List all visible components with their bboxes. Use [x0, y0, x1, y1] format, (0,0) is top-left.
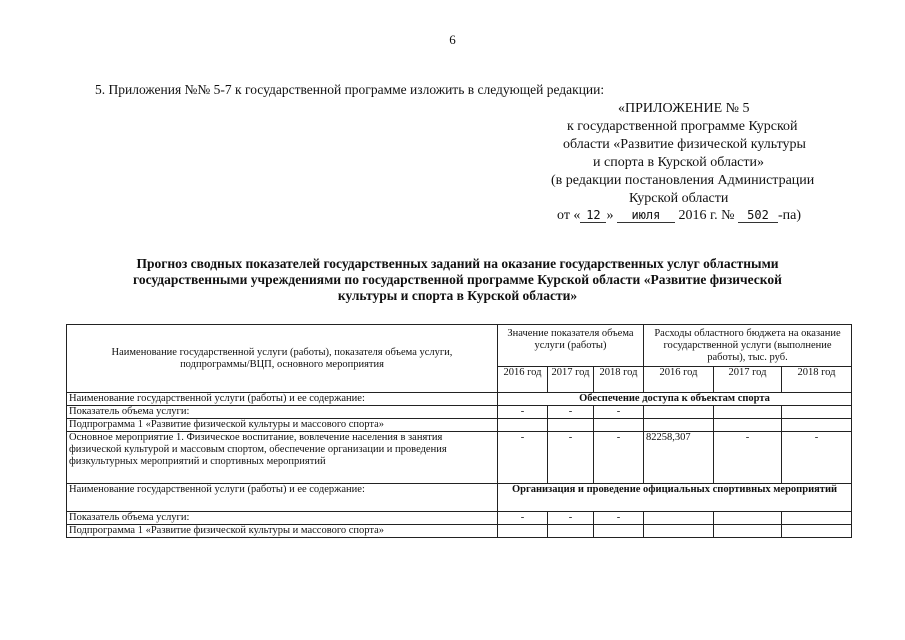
volume-value: - — [498, 512, 548, 525]
date-day-field: 12 — [580, 208, 606, 223]
document-heading — [60, 256, 855, 304]
heading-line: культуры и спорта в Курской области» — [337, 288, 578, 303]
budget-value: - — [714, 432, 782, 484]
year-header: 2018 год — [782, 367, 852, 393]
empty-cell — [714, 512, 782, 525]
volume-value: - — [498, 432, 548, 484]
empty-cell — [714, 419, 782, 432]
date-suffix: -па) — [777, 208, 801, 223]
empty-cell — [782, 512, 852, 525]
row-label: Основное мероприятие 1. Физическое воспитание, вовлечение населения в занятия физической культурой и массовым спортом, обеспечение организации и проведения физкультурных мероприятий и спортивных мероприятий — [67, 432, 498, 484]
row-label: Показатель объема услуги: — [67, 406, 498, 419]
volume-value: - — [548, 432, 594, 484]
empty-cell — [548, 419, 594, 432]
appendix-line: к государственной программе Курской — [567, 119, 798, 134]
table-row — [67, 419, 852, 432]
row-label: Показатель объема услуги: — [67, 512, 498, 525]
date-prefix: от « — [557, 208, 581, 223]
service-name: Организация и проведение официальных спортивных мероприятий — [498, 484, 852, 512]
header-name-column: Наименование государственной услуги (работы), показателя объема услуги, подпрограммы/ВЦП, основного мероприятия — [67, 325, 498, 393]
empty-cell — [644, 419, 714, 432]
empty-cell — [782, 525, 852, 538]
row-label: Наименование государственной услуги (работы) и ее содержание: — [67, 484, 498, 512]
table-row — [67, 484, 852, 512]
empty-cell — [782, 419, 852, 432]
row-label: Подпрограмма 1 «Развитие физической культуры и массового спорта» — [67, 419, 498, 432]
appendix-date-line — [557, 207, 801, 225]
table-row — [67, 406, 852, 419]
empty-cell — [498, 419, 548, 432]
table-row — [67, 525, 852, 538]
empty-cell — [644, 512, 714, 525]
page-number: 6 — [449, 32, 456, 47]
appendix-line: области «Развитие физической культуры — [563, 137, 806, 152]
header-volume-column: Значение показателя объема услуги (работы) — [498, 325, 644, 367]
row-label: Наименование государственной услуги (работы) и ее содержание: — [67, 393, 498, 406]
header-budget-column: Расходы областного бюджета на оказание государственной услуги (выполнение работы), тыс. руб. — [644, 325, 852, 367]
volume-value: - — [594, 406, 644, 419]
date-year: 2016 г. № — [678, 208, 735, 223]
appendix-title: «ПРИЛОЖЕНИЕ № 5 — [618, 101, 750, 116]
indicators-table-wrapper — [66, 324, 852, 538]
empty-cell — [594, 419, 644, 432]
year-header: 2017 год — [714, 367, 782, 393]
volume-value: - — [594, 512, 644, 525]
volume-value: - — [594, 432, 644, 484]
heading-line: государственными учреждениями по государственной программе Курской области «Развитие физической — [133, 272, 782, 287]
year-header: 2016 год — [498, 367, 548, 393]
date-month-field: июля — [617, 208, 675, 223]
budget-value: - — [782, 432, 852, 484]
year-header: 2017 год — [548, 367, 594, 393]
date-day-close: » — [606, 208, 614, 223]
empty-cell — [782, 406, 852, 419]
volume-value: - — [548, 512, 594, 525]
budget-value: 82258,307 — [644, 432, 714, 484]
indicators-table — [66, 324, 852, 538]
table-header-row — [67, 325, 852, 367]
empty-cell — [714, 406, 782, 419]
volume-value: - — [548, 406, 594, 419]
empty-cell — [548, 525, 594, 538]
empty-cell — [714, 525, 782, 538]
year-header: 2016 год — [644, 367, 714, 393]
empty-cell — [644, 525, 714, 538]
document-number-field: 502 — [738, 208, 778, 223]
table-row — [67, 512, 852, 525]
empty-cell — [498, 525, 548, 538]
appendix-line: (в редакции постановления Администрации — [551, 173, 815, 188]
year-header: 2018 год — [594, 367, 644, 393]
appendix-line: Курской области — [629, 191, 729, 206]
intro-paragraph: 5. Приложения №№ 5-7 к государственной программе изложить в следующей редакции: — [95, 82, 605, 97]
volume-value: - — [498, 406, 548, 419]
row-label: Подпрограмма 1 «Развитие физической культуры и массового спорта» — [67, 525, 498, 538]
table-row — [67, 432, 852, 484]
empty-cell — [594, 525, 644, 538]
empty-cell — [644, 406, 714, 419]
appendix-line: и спорта в Курской области» — [593, 155, 765, 170]
table-row — [67, 393, 852, 406]
service-name: Обеспечение доступа к объектам спорта — [498, 393, 852, 406]
heading-line: Прогноз сводных показателей государственных заданий на оказание государственных услуг областными — [136, 256, 779, 271]
